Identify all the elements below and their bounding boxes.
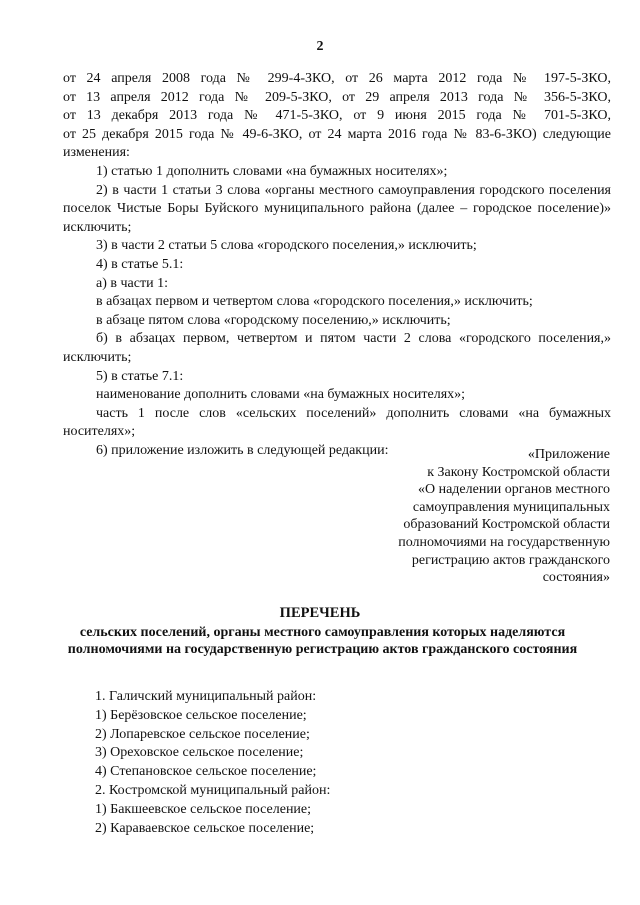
settlement-list (95, 688, 330, 838)
list-item: 2. Костромской муниципальный район: (95, 782, 331, 798)
appendix-header-line: «О наделении органов местного (417, 482, 610, 498)
intro-line: от 25 декабря 2015 года № 49-6-ЗКО, от 24 марта 2016 года № 83-6-ЗКО) следующие (63, 126, 611, 142)
appendix-header-line: самоуправления муниципальных (412, 499, 610, 515)
appendix-header-line: регистрацию актов гражданского (411, 552, 610, 568)
amendment-item: часть 1 после слов «сельских поселений» дополнить словами «на бумажных носителях»; (63, 405, 611, 440)
list-item: 4) Степановское сельское поселение; (95, 764, 317, 780)
amendment-text (63, 70, 611, 460)
appendix-header-line: полномочиями на государственную (398, 534, 610, 550)
appendix-header-line: состояния» (542, 570, 610, 586)
appendix-header (350, 446, 610, 587)
appendix-header-line: к Закону Костромской области (427, 464, 610, 480)
appendix-header-line: образований Костромской области (403, 517, 610, 533)
intro-line: от 13 апреля 2012 года № 209-5-ЗКО, от 29 апреля 2013 года № 356-5-ЗКО, (63, 89, 611, 105)
intro-line: от 13 декабря 2013 года № 471-5-ЗКО, от 9 июня 2015 года № 701-5-ЗКО, (63, 108, 611, 124)
amendment-item: а) в части 1: (96, 275, 168, 291)
list-item: 2) Караваевское сельское поселение; (95, 820, 315, 836)
list-item: 1) Бакшеевское сельское поселение; (95, 801, 312, 817)
amendment-item: в абзаце пятом слова «городскому поселению,» исключить; (96, 312, 451, 328)
list-title: ПЕРЕЧЕНЬ (279, 605, 361, 621)
amendment-item: б) в абзацах первом, четвертом и пятом части 2 слова «городского поселения,» исключить; (63, 331, 611, 365)
intro-line: изменения: (63, 145, 130, 161)
appendix-header-line: «Приложение (527, 447, 610, 462)
list-subtitle: сельских поселений, органы местного самоуправления которых наделяются полномочиями на государственную регистрацию актов гражданского состояния (67, 625, 578, 657)
amendment-item: наименование дополнить словами «на бумажных носителях»; (96, 387, 466, 403)
amendment-item: 2) в части 1 статьи 3 слова «органы местного самоуправления городского поселения поселок Чистые Боры Буйского муниципального района (далее – городское поселение)» исключить; (63, 182, 611, 235)
amendment-item: 4) в статье 5.1: (96, 256, 184, 272)
page-number: 2 (316, 39, 324, 54)
amendment-item: в абзацах первом и четвертом слова «городского поселения,» исключить; (96, 294, 533, 310)
list-item: 1. Галичский муниципальный район: (95, 689, 317, 704)
list-item: 1) Берёзовское сельское поселение; (95, 707, 307, 723)
intro-line: от 24 апреля 2008 года № 299-4-ЗКО, от 26 марта 2012 года № 197-5-ЗКО, (63, 71, 611, 86)
amendment-item: 3) в части 2 статьи 5 слова «городского поселения,» исключить; (96, 238, 477, 254)
list-item: 2) Лопаревское сельское поселение; (95, 726, 310, 742)
amendment-item: 5) в статье 7.1: (96, 368, 184, 384)
amendment-item: 1) статью 1 дополнить словами «на бумажных носителях»; (96, 163, 448, 179)
amendment-item: 6) приложение изложить в следующей редакции: (96, 442, 389, 458)
list-item: 3) Ореховское сельское поселение; (95, 745, 304, 761)
